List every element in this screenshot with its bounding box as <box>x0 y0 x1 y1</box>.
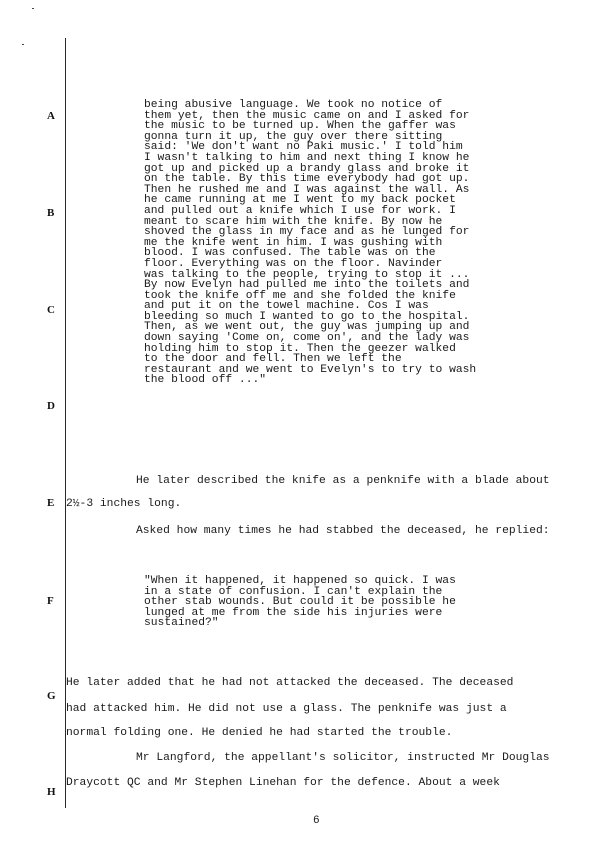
margin-letter-g: G <box>47 690 56 702</box>
margin-rule <box>65 38 66 808</box>
margin-letter-a: A <box>47 110 55 122</box>
margin-letter-e: E <box>47 497 55 509</box>
margin-letter-h: H <box>47 786 56 798</box>
knife-description-line1: He later described the knife as a penknife with a blade about <box>136 475 550 487</box>
later-added-line1: He later added that he had not attacked the deceased. The deceased <box>66 677 514 689</box>
scan-speck <box>22 44 24 45</box>
scan-speck <box>32 8 34 9</box>
margin-letter-c: C <box>47 304 55 316</box>
margin-letter-d: D <box>47 400 55 412</box>
statement-quote: being abusive language. We took no notice of them yet, then the music came on and I asked for the music to be turned up. When the gaffer was gonna turn it up, the guy over there sitting said: 'We don't want no Paki music.' I told him I wasn't talking to him and next thing I know he got up and picked up a brandy glass and broke it on the table. By this time everybody had got up. Then he rushed me and I was against the wall. As he came running at me I went to my back pocket and pulled out a knife which I use for work. I meant to scare him with the knife. By now he shoved the glass in my face and as he lunged for me the knife went in him. I was gushing with blood. I was confused. The table was on the floor. Everything was on the floor. Navinder was talking to the people, trying to stop it ... By now Evelyn had pulled me into the toilets and took the knife off me and she folded the knife and put it on the towel machine. Cos I was bleeding so much I wanted to go to the hospital. Then, as we went out, the guy was jumping up and down saying 'Come on, come on', and the lady was holding him to stop it. Then the geezer walked to the door and fell. Then we left the restaurant and we went to Evelyn's to try to wash the blood off ..." <box>144 99 477 387</box>
margin-letter-f: F <box>47 595 54 607</box>
later-added-line3: normal folding one. He denied he had started the trouble. <box>66 727 453 739</box>
langford-paragraph-line2: Draycott QC and Mr Stephen Linehan for the defence. About a week <box>66 777 500 789</box>
reply-quote: "When it happened, it happened so quick. I was in a state of confusion. I can't explain the other stab wounds. But could it be possible he lunged at me from the side his injuries were sustained?" <box>144 575 456 630</box>
later-added-line2: had attacked him. He did not use a glass. The penknife was just a <box>66 703 507 715</box>
margin-letter-b: B <box>47 207 55 219</box>
stab-question-paragraph: Asked how many times he had stabbed the deceased, he replied: <box>136 525 550 537</box>
page-number: 6 <box>313 815 320 827</box>
knife-description-line2: 2½-3 inches long. <box>66 498 182 510</box>
langford-paragraph-line1: Mr Langford, the appellant's solicitor, instructed Mr Douglas <box>136 752 550 764</box>
